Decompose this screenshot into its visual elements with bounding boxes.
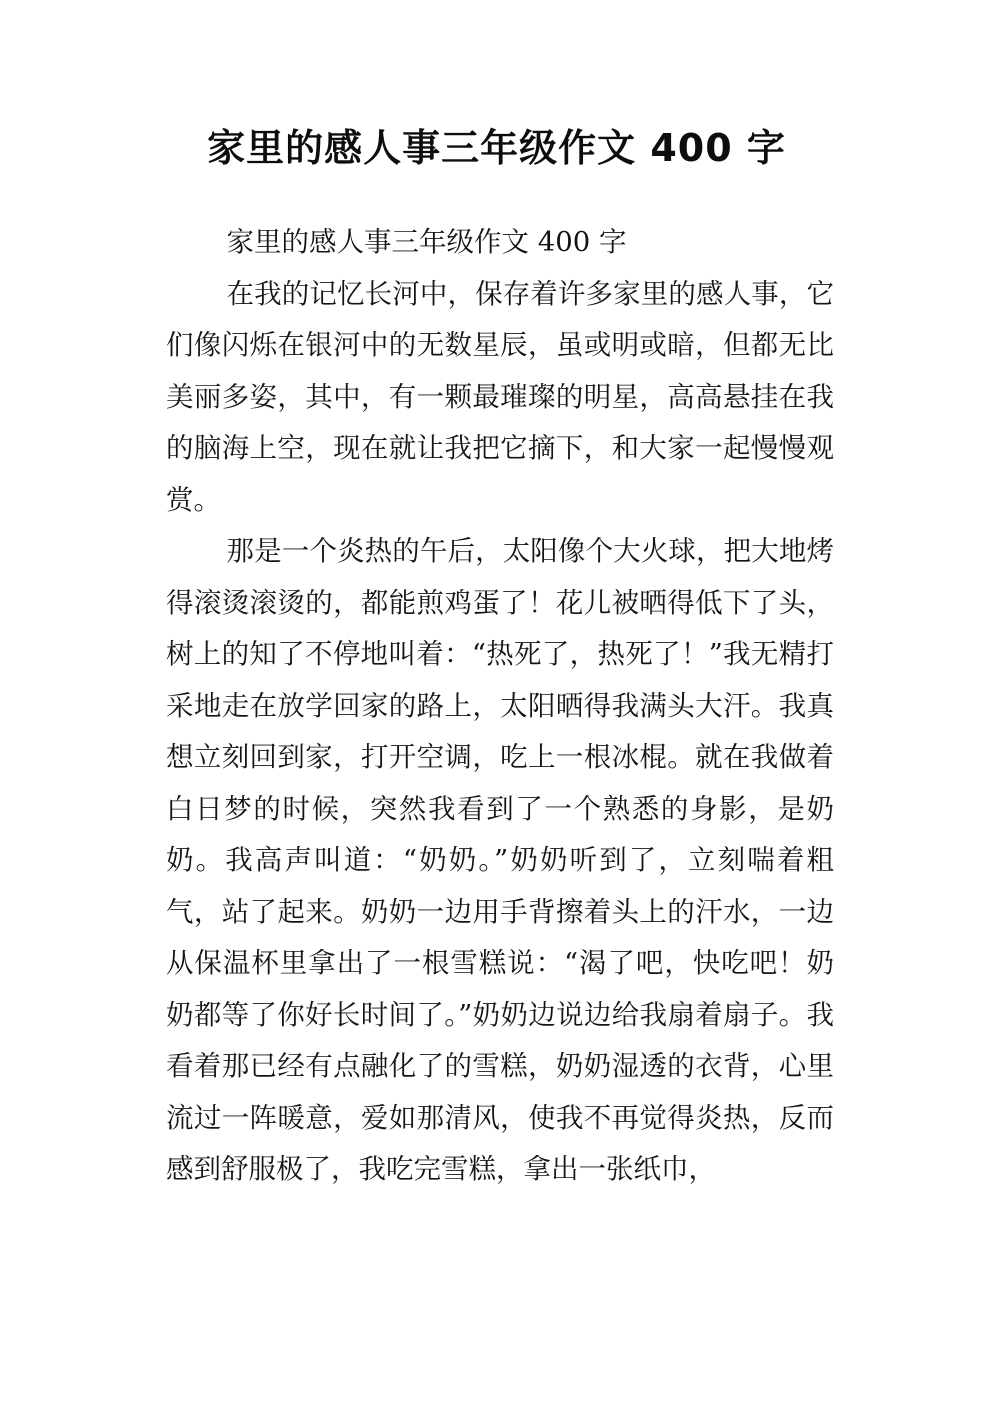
paragraph-story: 那是一个炎热的午后，太阳像个大火球，把大地烤得滚烫滚烫的，都能煎鸡蛋了！花儿被晒得低下了头，树上的知了不停地叫着：“热死了，热死了！”我无精打采地走在放学回家的路上，太阳晒得我满头大汗。我真想立刻回到家，打开空调，吃上一根冰棍。就在我做着白日梦的时候，突然我看到了一个熟悉的身影，是奶奶。我高声叫道：“奶奶。”奶奶听到了，立刻喘着粗气，站了起来。奶奶一边用手背擦着头上的汗水，一边从保温杯里拿出了一根雪糕说：“渴了吧，快吃吧！奶奶都等了你好长时间了。”奶奶边说边给我扇着扇子。我看着那已经有点融化了的雪糕，奶奶湿透的衣背，心里流过一阵暖意，爱如那清风，使我不再觉得炎热，反而感到舒服极了，我吃完雪糕，拿出一张纸巾， — [166, 535, 834, 1185]
paragraph-memory: 在我的记忆长河中，保存着许多家里的感人事，它们像闪烁在银河中的无数星辰，虽或明或暗，但都无比美丽多姿，其中，有一颗最璀璨的明星，高高悬挂在我的脑海上空，现在就让我把它摘下，和大家一起慢慢观赏。 — [166, 277, 834, 516]
document-title: 家里的感人事三年级作文 400 字 — [207, 126, 786, 170]
document-subtitle: 家里的感人事三年级作文 400 字 — [226, 226, 627, 258]
document-body — [166, 217, 834, 1196]
